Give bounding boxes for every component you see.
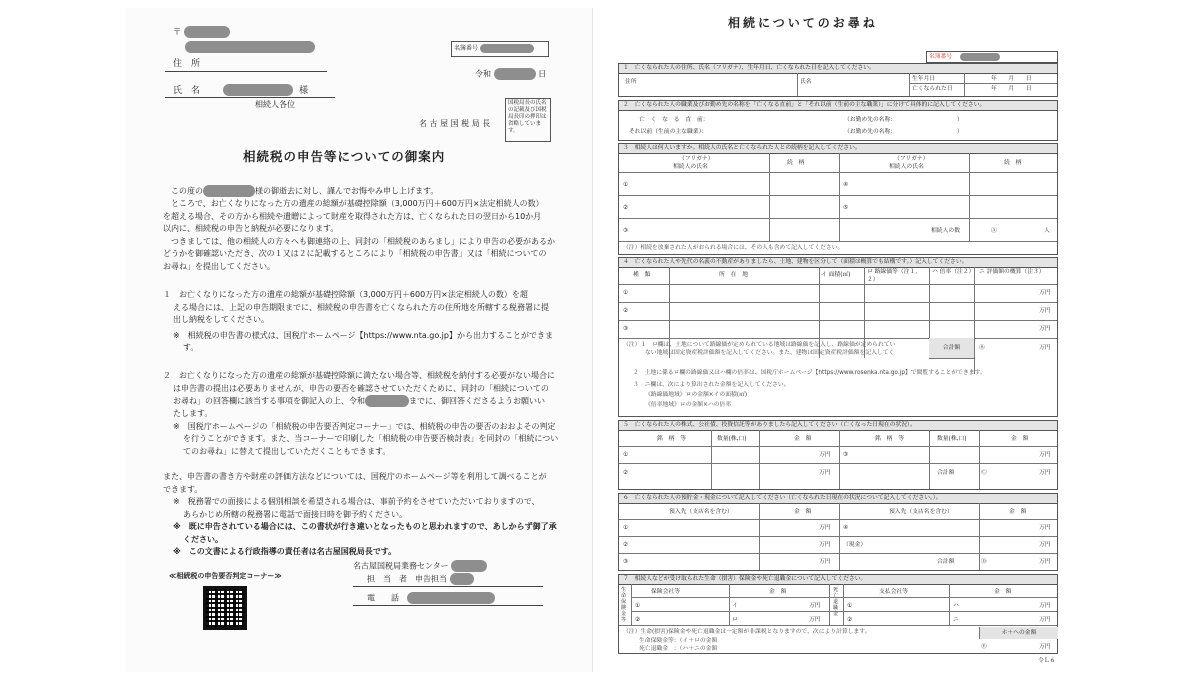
qr-caption: ≪相続税の申告要否判定コーナー≫ [169,572,282,580]
section-3-note: （注）相続を放棄された人がおられる場合には、その人も含めて記入してください。 [623,245,844,251]
item-2: ２ お亡くなりになった方の遺産の総額が基礎控除額に満たない場合等、相続税を納付する必要がない場合に は申告書の提出は必要ありませんが、申告の要否を確認させていただくために、同封の「相続についての お尋ね」の回答欄に該当する事項を御記入の上、令和 までに、御回答くださるようお願いい たします。 ※ 国税庁ホームページの「相続税の申告要否判定コーナー」では、相続税の申告の要否のおおよその判定 を行うことができます。また、当コーナーで印刷した「相続税の申告要否検討表」を同封の「相続につい てのお尋ね」に替えて提出していただくこともできます。 [163,371,559,456]
qr-code[interactable] [203,586,247,630]
seal-omission-box: 国税局長の氏名の記載及び国税局長印の押印は省略しています。 [505,98,551,142]
name-line [165,84,335,98]
issue-date: 令和 日 [475,69,547,79]
section-5: ５ 亡くなられた人の株式、公社債、投資信託等がありましたら記入してください（亡くなった日現在の状況）。 銘 柄 等 数量(株,口) 金 額 銘 柄 等 数量(株,口) 金 額 ① ② ③ 万円 万円 万円 合計額 Ⓒ 万円 [618,420,1058,490]
closing-paragraph: また、申告書の書き方や財産の評価方法などについては、国税庁のホームページ等を利用して調べることが できます。 ※ 税務署での面接による個別相談を希望される場合は、事前予約をさせていただいておりますので、 あらかじめ所轄の税務署に電話で面接日時を御予約ください。 ※ 既に申告されている場合には、この書状が行き違いとなったものと思われますので、あしからず御了承 ください。 ※ この文書による行政指導の責任者は名古屋国税局長です。 [163,472,557,556]
address-line [165,58,327,72]
section-7: ７ 相続人などが受け取られた生命（損害）保険金や死亡退職金について記入してください。 生命保険金等 保険会社等 金 額 死亡退職金 支払会社等 金 額 ① ② イ ロ 万円 万円 ① ② ハ ニ 万円 万円 （注）生命(損害)保険金や死亡退職金は一定額が非課税となりますので、次により計算します。 生命保険金等：（イ＋ロの金額 死亡退職金 ：（ハ＋ニの金額 ホ＋への金額 Ⓔ 万円 [618,574,1058,654]
reference-number-box: 名簿番号 [451,41,549,57]
form-footer-code: 令Ｌ６ [1038,658,1056,664]
intro-paragraph: この度の 様の御逝去に対し、謹んでお悔やみ申し上げます。 ところで、お亡くなりになった方の遺産の総額が基礎控除額（3,000万円＋600万円×法定相続人の数） を超える場合、その方から相続や遺贈によって財産を取得された方は、亡くなられた日の翌日から10か月 以内に、相続税の申告と納税が必要になります。 つきましては、他の相続人の方々へも御連絡の上、同封の「相続税のあらまし」により申告の必要があるか どうかを御確認いただき、次の１又は２に記載するところにより「相続税の申告書」又は「相続についての お尋ね」を提出してください。 [163,186,555,271]
section-4: ４ 亡くなられた人や先代の名義の不動産がありましたら、土地、建物を区分して（面積は概算でも結構です。）記入してください。 種 類 所 在 地 イ 面積(㎡) ロ 路線価等（注１，２） ハ 倍率（注２） ニ 評価額の概算（注３） ① ② ③ 万円 万円 万円 合計額 Ⓑ 万円 （注）１ ロ欄は、土地について路線価が定められている地域は路線価を記入し、路線価が定められてい ない地域は固定資産税評価額を記入してください。また、建物は固定資産税評価額を記入してく ２ 土地に係るロ欄の路線価又はハ欄の倍率は、国税庁ホームページ【https://www.rosenka.nta.go.jp】で閲覧することができます。 ３ ニ欄は、次により算出された金額を記入してください。 《路線価地域》ロの金額×イの面積(㎡) 《倍率地域》ロの金額×ハの倍率 [618,257,1058,417]
letter-title: 相続税の申告等についての御案内 [243,149,446,164]
redacted-address-block [185,41,315,54]
section-2-header: ２ 亡くなられた人の職業及びお勤め先の名称を「亡くなる直前」と「それ以前（生前の主な職業）」に分けて具体的に記入してください。 [619,101,1057,111]
section-2: ２ 亡くなられた人の職業及びお勤め先の名称を「亡くなる直前」と「それ以前（生前の主な職業）」に分けて具体的に記入してください。 亡 く な る 直 前： それ以前（生前の主な職業）： （お勤め先の名称： ） （お勤め先の名称： ） [618,100,1058,141]
section-3: ３ 相続人は何人いますか。相続人の氏名と亡くなられた人との続柄を記入してください。 （フリガナ） 相続人の氏名 続 柄 （フリガナ） 相続人の氏名 続 柄 ① ② ③ ④ ⑤ 相続人の数 Ⓐ 人 （注）相続を放棄された人がおられる場合には、その人も含めて記入してください。 [618,143,1058,255]
section-4-header: ４ 亡くなられた人や先代の名義の不動産がありましたら、土地、建物を区分して（面積は概算でも結構です。）記入してください。 [619,258,1057,268]
honorific: 様 [299,85,309,96]
inheritance-inquiry-form [618,15,1058,667]
section-7-header: ７ 相続人などが受け取られた生命（損害）保険金や死亡退職金について記入してください。 [619,575,1057,585]
section-6-header: ６ 亡くなられた人の預貯金・現金について記入してください（亡くなられた日現在の状況について記入してください。）。 [619,494,1057,504]
section-6: ６ 亡くなられた人の預貯金・現金について記入してください（亡くなられた日現在の状況について記入してください。）。 預入先（支店名を含む） 金 額 預入先（支店名を含む） 金 額 ① ② ③ ④ （現金） 万円 万円 万円 万円 万円 合計額 Ⓓ 万円 [618,493,1058,571]
section-3-header: ３ 相続人は何人いますか。相続人の氏名と亡くなられた人との続柄を記入してください。 [619,144,1057,154]
contact-block: 名古屋国税局業務センター 担 当 者 申告担当 電 話 [353,560,543,606]
redacted-postal-code [184,26,230,38]
section-1-header: １ 亡くなられた人の住所、氏名（フリガナ）、生年月日、亡くなられた日を記入してください。 [619,64,1057,74]
postal-code-line: 〒 [173,26,230,39]
address-label: 住 所 [173,59,201,69]
section-1: １ 亡くなられた人の住所、氏名（フリガナ）、生年月日、亡くなられた日を記入してください。 住所 氏名 生年月日 亡くなられた日 年 月 日 年 月 日 [618,63,1058,97]
section-5-header: ５ 亡くなられた人の株式、公社債、投資信託等がありましたら記入してください（亡くなった日現在の状況）。 [619,421,1057,431]
form-reference-box: 名簿番号 [926,51,1058,63]
sender-name: 名 古 屋 国 税 局 長 [419,119,491,128]
recipients: 相続人各位 [255,100,295,109]
redacted-name [223,84,293,96]
form-title: 相続についてのお尋ね [728,16,878,30]
item-1: １ お亡くなりになった方の遺産の総額が基礎控除額（3,000万円＋600万円×法定相続人の数）を超 える場合には、上記の申告期限までに、相続税の申告書を亡くなられた方の住所地を所轄する税務署に提 出し納税をしてください。 ※ 相続税の申告書の様式は、国税庁ホームページ【https://www.nta.go.jp】から出力することができま す。 [163,290,553,352]
guidance-letter [125,8,593,672]
name-label: 氏 名 [173,85,201,96]
